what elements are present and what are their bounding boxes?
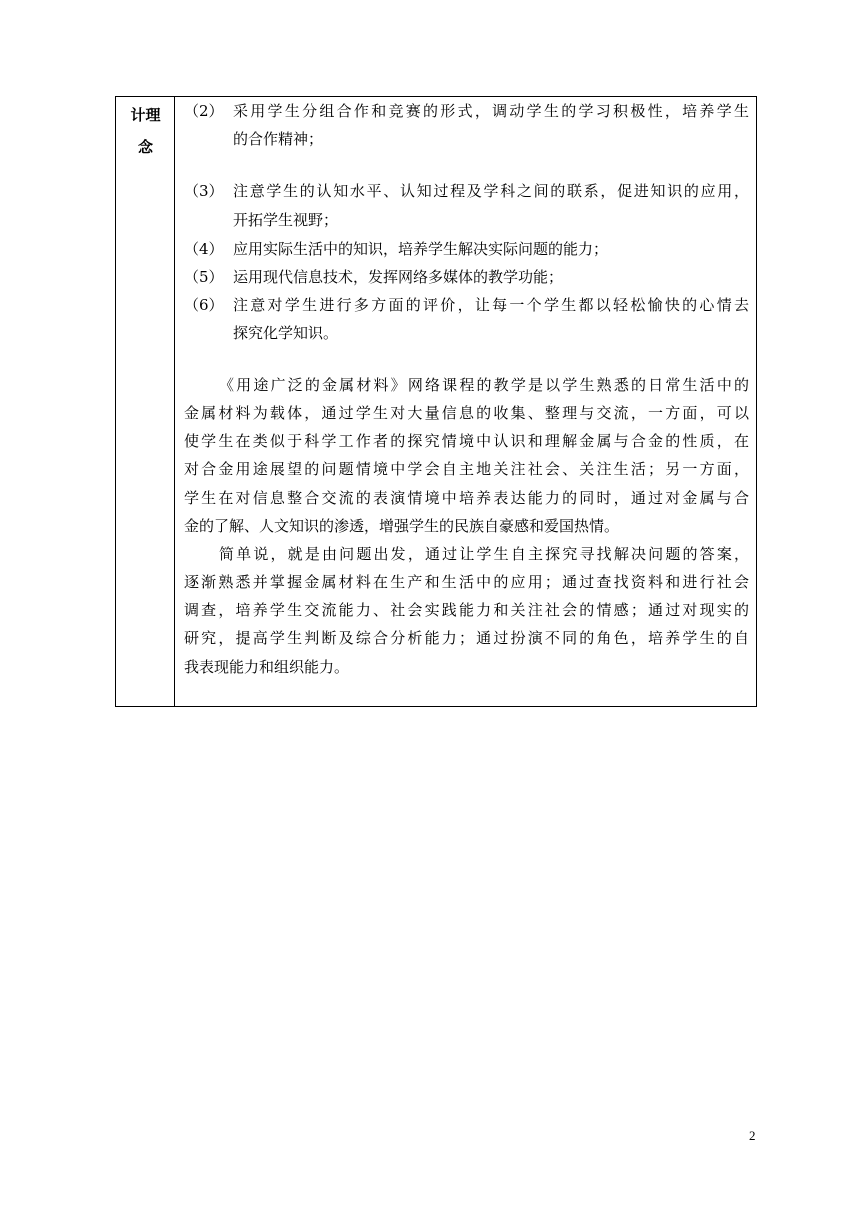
paragraph-line: 简单说，就是由问题出发，通过让学生自主探究寻找解决问题的答案，: [219, 545, 749, 563]
paragraph-line: 金属材料为载体，通过学生对大量信息的收集、整理与交流，一方面，可以: [184, 404, 749, 422]
label-bottom: 念: [137, 138, 153, 156]
paragraph-line: 使学生在类似于科学工作者的探究情境中认识和理解金属与合金的性质，在: [184, 432, 749, 450]
page-number: 2: [749, 1128, 756, 1143]
content-cell: [175, 97, 756, 706]
item-number: （2）: [184, 102, 224, 120]
paragraph-line: 研究，提高学生判断及综合分析能力；通过扮演不同的角色，培养学生的自: [184, 629, 749, 647]
item-number: （4）: [184, 240, 224, 258]
paragraph-line: 金的了解、人文知识的渗透，增强学生的民族自豪感和爱国热情。: [184, 517, 620, 535]
paragraph-line: 调查，培养学生交流能力、社会实践能力和关注社会的情感；通过对现实的: [184, 601, 749, 619]
item-text: 注意对学生进行多方面的评价，让每一个学生都以轻松愉快的心情去: [233, 296, 749, 314]
paragraph-line: 《用途广泛的金属材料》网络课程的教学是以学生熟悉的日常生活中的: [219, 376, 749, 394]
label-cell: [116, 97, 175, 706]
paragraph-line: 对合金用途展望的问题情境中学会自主地关注社会、关注生活；另一方面，: [184, 460, 749, 478]
item-number: （3）: [184, 182, 224, 200]
label-top: 计理: [130, 106, 161, 124]
item-text: 采用学生分组合作和竞赛的形式，调动学生的学习积极性，培养学生: [233, 102, 749, 120]
item-text: 运用现代信息技术，发挥网络多媒体的教学功能；: [233, 268, 564, 286]
item-number: （6）: [184, 296, 224, 314]
item-text-cont: 开拓学生视野；: [233, 211, 339, 229]
item-text: 注意学生的认知水平、认知过程及学科之间的联系，促进知识的应用，: [233, 182, 749, 200]
content-table: [115, 96, 757, 707]
paragraph-line: 我表现能力和组织能力。: [184, 658, 350, 676]
item-text-cont: 探究化学知识。: [233, 324, 339, 342]
item-text-cont: 的合作精神；: [233, 130, 324, 148]
paragraph-line: 逐渐熟悉并掌握金属材料在生产和生活中的应用；通过查找资料和进行社会: [184, 573, 749, 591]
item-text: 应用实际生活中的知识，培养学生解决实际问题的能力；: [233, 240, 609, 258]
item-number: （5）: [184, 268, 224, 286]
paragraph-line: 学生在对信息整合交流的表演情境中培养表达能力的同时，通过对金属与合: [184, 489, 749, 507]
